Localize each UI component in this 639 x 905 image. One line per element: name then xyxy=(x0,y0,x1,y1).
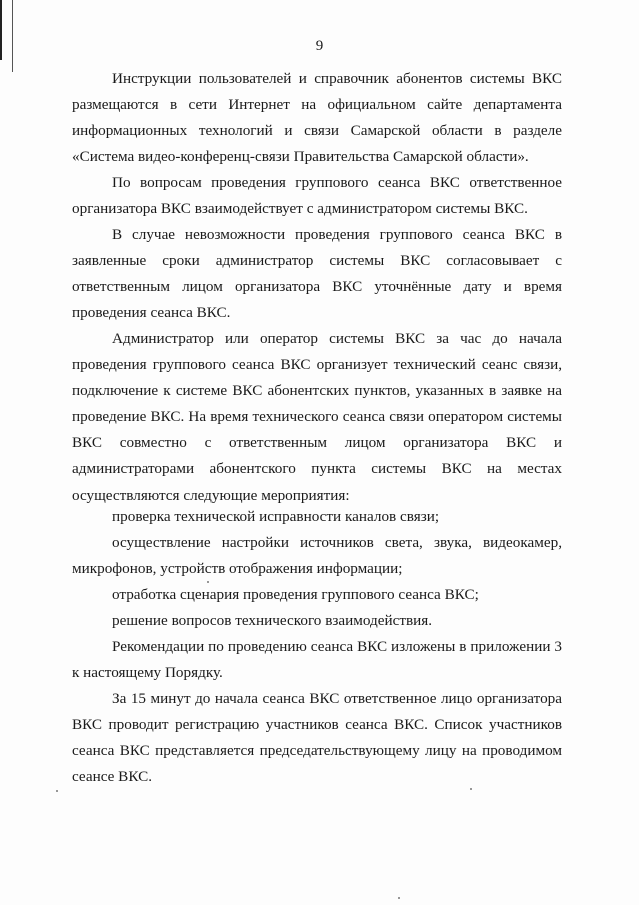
paragraph xyxy=(72,634,562,686)
text-line: подключение к системе ВКС абонентских пунктов, указанных в заявке на xyxy=(72,382,562,400)
text-line: сеансе ВКС. xyxy=(72,768,152,786)
text-line: осуществляются следующие мероприятия: xyxy=(72,486,350,504)
scan-speck xyxy=(470,788,472,790)
text-line: Рекомендации по проведению сеанса ВКС изложены в приложении 3 xyxy=(112,638,562,655)
paragraph xyxy=(72,582,562,608)
text-line: проведения сеанса ВКС. xyxy=(72,304,231,322)
text-line: ВКС проводит регистрацию участников сеанса ВКС. Список участников xyxy=(72,716,562,734)
text-line: микрофонов, устройств отображения информации; xyxy=(72,560,403,578)
text-line: организатора ВКС взаимодействует с администратором системы ВКС. xyxy=(72,200,528,218)
paragraph xyxy=(72,504,562,530)
scan-speck xyxy=(56,790,58,792)
paragraph xyxy=(72,66,562,170)
paragraph xyxy=(72,170,562,222)
paragraph xyxy=(72,530,562,582)
text-line: решение вопросов технического взаимодействия. xyxy=(112,612,433,629)
scan-edge-line xyxy=(12,0,13,72)
text-line: «Система видео-конференц-связи Правительства Самарской области». xyxy=(72,148,529,166)
text-line: заявленные сроки администратор системы ВКС согласовывает с xyxy=(72,252,562,270)
paragraph xyxy=(72,222,562,326)
text-line: сеанса ВКС представляется председательствующему лицу на проводимом xyxy=(72,742,562,760)
text-line: отработка сценария проведения группового сеанса ВКС; xyxy=(112,586,479,603)
page-number: 9 xyxy=(315,38,324,54)
text-line: проведения группового сеанса ВКС организует технический сеанс связи, xyxy=(72,356,562,374)
text-line: проверка технической исправности каналов связи; xyxy=(112,508,440,525)
paragraph xyxy=(72,608,562,634)
paragraph xyxy=(72,326,562,509)
text-line: В случае невозможности проведения группового сеанса ВКС в xyxy=(112,226,562,243)
paragraph xyxy=(72,686,562,790)
text-line: Инструкции пользователей и справочник абонентов системы ВКС xyxy=(112,70,562,87)
text-line: По вопросам проведения группового сеанса ВКС ответственное xyxy=(112,174,562,191)
text-line: размещаются в сети Интернет на официальном сайте департамента xyxy=(72,96,562,114)
text-line: ВКС совместно с ответственным лицом организатора ВКС и xyxy=(72,434,562,452)
text-line: проведение ВКС. На время технического сеанса связи оператором системы xyxy=(72,408,562,426)
text-line: За 15 минут до начала сеанса ВКС ответственное лицо организатора xyxy=(112,690,562,707)
scan-speck xyxy=(398,897,400,899)
text-line: ответственным лицом организатора ВКС уточнённые дату и время xyxy=(72,278,562,296)
text-line: информационных технологий и связи Самарской области в разделе xyxy=(72,122,562,140)
text-line: администраторами абонентского пункта системы ВКС на местах xyxy=(72,460,562,478)
text-line: Администратор или оператор системы ВКС за час до начала xyxy=(112,330,562,347)
text-line: осуществление настройки источников света, звука, видеокамер, xyxy=(112,534,562,551)
scan-speck xyxy=(207,581,209,583)
text-line: к настоящему Порядку. xyxy=(72,664,223,682)
